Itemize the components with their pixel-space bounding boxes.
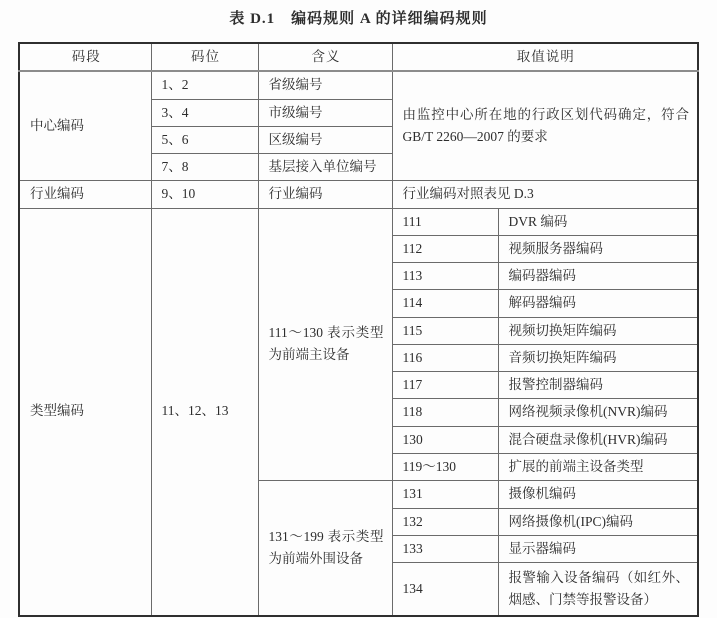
device-name-cell: 编码器编码 (498, 263, 698, 290)
type-code-cell: 133 (392, 535, 498, 562)
device-name-cell: 报警控制器编码 (498, 372, 698, 399)
segment-cell-industry: 行业编码 (19, 181, 151, 208)
value-note-cell: 行业编码对照表见 D.3 (392, 181, 698, 208)
device-name-cell: 音频切换矩阵编码 (498, 344, 698, 371)
device-name-cell: 摄像机编码 (498, 481, 698, 508)
type-code-cell: 114 (392, 290, 498, 317)
type-code-cell: 118 (392, 399, 498, 426)
segment-cell-type: 类型编码 (19, 208, 151, 615)
meaning-group-cell-main-devices: 111～130 表示类型为前端主设备 (258, 208, 392, 481)
type-code-cell: 111 (392, 208, 498, 235)
device-name-cell: 视频切换矩阵编码 (498, 317, 698, 344)
meaning-cell: 区级编号 (258, 126, 392, 153)
device-name-cell: 报警输入设备编码（如红外、烟感、门禁等报警设备） (498, 563, 698, 616)
type-code-cell: 112 (392, 235, 498, 262)
device-name-cell: 网络视频录像机(NVR)编码 (498, 399, 698, 426)
meaning-group-cell-peripheral-devices: 131～199 表示类型为前端外围设备 (258, 481, 392, 616)
device-name-cell: 扩展的前端主设备类型 (498, 453, 698, 480)
header-cell-value: 取值说明 (392, 43, 698, 71)
device-name-cell: DVR 编码 (498, 208, 698, 235)
table-row (19, 181, 698, 208)
device-name-cell: 网络摄像机(IPC)编码 (498, 508, 698, 535)
type-code-cell: 132 (392, 508, 498, 535)
header-cell-segment: 码段 (19, 43, 151, 71)
meaning-cell: 基层接入单位编号 (258, 154, 392, 181)
device-name-cell: 显示器编码 (498, 535, 698, 562)
position-cell: 7、8 (151, 154, 258, 181)
type-code-cell: 130 (392, 426, 498, 453)
meaning-cell: 行业编码 (258, 181, 392, 208)
table-caption: 表 D.1 编码规则 A 的详细编码规则 (229, 11, 488, 27)
device-name-cell: 视频服务器编码 (498, 235, 698, 262)
header-row (19, 43, 698, 71)
table-row (19, 71, 698, 99)
type-code-cell: 116 (392, 344, 498, 371)
type-code-cell: 115 (392, 317, 498, 344)
coding-rules-table (18, 42, 699, 617)
position-cell: 11、12、13 (151, 208, 258, 615)
segment-cell-center: 中心编码 (19, 71, 151, 181)
device-name-cell: 混合硬盘录像机(HVR)编码 (498, 426, 698, 453)
type-code-cell: 119～130 (392, 453, 498, 480)
device-name-cell: 解码器编码 (498, 290, 698, 317)
position-cell: 3、4 (151, 99, 258, 126)
value-note-cell: 由监控中心所在地的行政区划代码确定，符合 GB/T 2260—2007 的要求 (392, 71, 698, 181)
type-code-cell: 113 (392, 263, 498, 290)
position-cell: 1、2 (151, 71, 258, 99)
position-cell: 5、6 (151, 126, 258, 153)
meaning-cell: 省级编号 (258, 71, 392, 99)
type-code-cell: 131 (392, 481, 498, 508)
meaning-cell: 市级编号 (258, 99, 392, 126)
type-code-cell: 134 (392, 563, 498, 616)
table-row (19, 208, 698, 235)
type-code-cell: 117 (392, 372, 498, 399)
header-cell-position: 码位 (151, 43, 258, 71)
header-cell-meaning: 含义 (258, 43, 392, 71)
position-cell: 9、10 (151, 181, 258, 208)
